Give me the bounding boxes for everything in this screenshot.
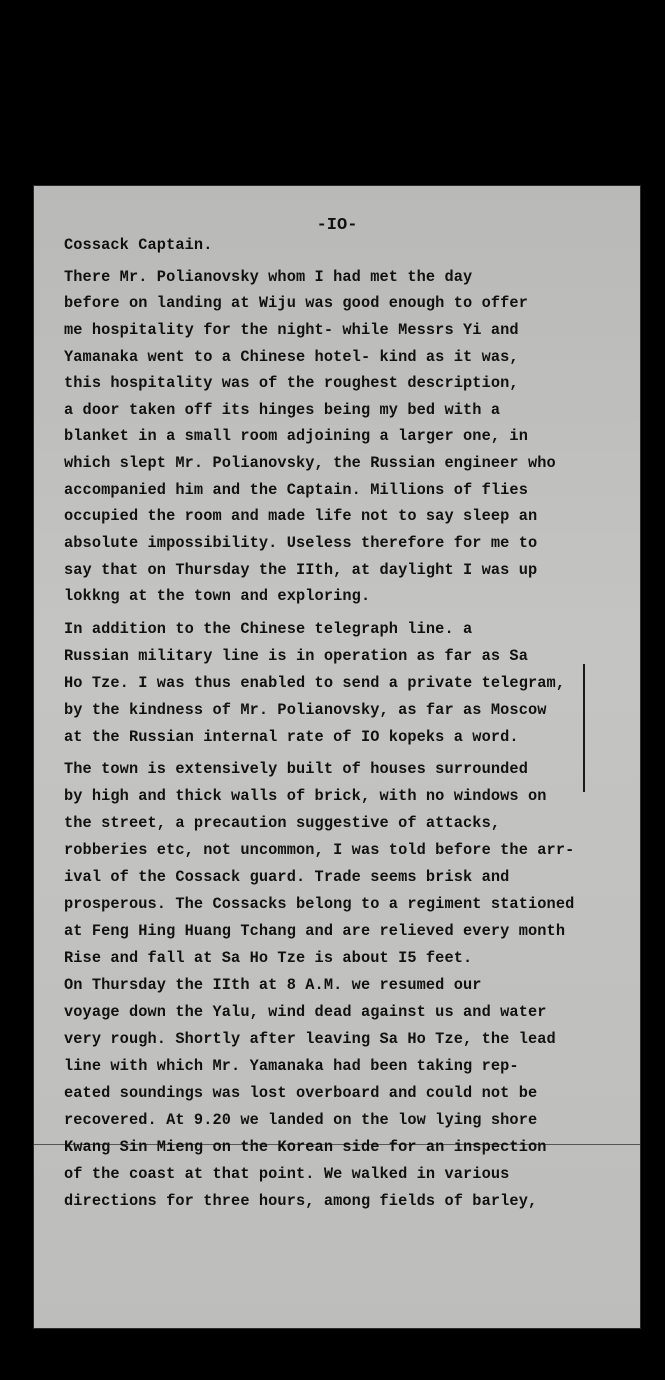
text-line: Yamanaka went to a Chinese hotel- kind as it was,: [64, 348, 519, 366]
text-line: eated soundings was lost overboard and could not be: [64, 1084, 538, 1102]
text-line: On Thursday the IIth at 8 A.M. we resumed our: [64, 976, 482, 994]
text-line: robberies etc, not uncommon, I was told before the arr-: [64, 841, 575, 859]
text-line: absolute impossibility. Useless therefore for me to: [64, 534, 538, 552]
text-line: at Feng Hing Huang Tchang and are relieved every month: [64, 922, 566, 940]
text-line: In addition to the Chinese telegraph line. a: [64, 620, 473, 638]
text-line: blanket in a small room adjoining a larger one, in: [64, 427, 528, 445]
text-line: The town is extensively built of houses surrounded: [64, 760, 528, 778]
text-line: very rough. Shortly after leaving Sa Ho Tze, the lead: [64, 1030, 556, 1048]
text-line: Ho Tze. I was thus enabled to send a private telegram,: [64, 674, 566, 692]
text-line: say that on Thursday the IIth, at daylight I was up: [64, 561, 538, 579]
text-line: voyage down the Yalu, wind dead against us and water: [64, 1003, 547, 1021]
text-line: Kwang Sin Mieng on the Korean side for an inspection: [64, 1138, 547, 1156]
text-line: this hospitality was of the roughest description,: [64, 374, 519, 392]
text-line: before on landing at Wiju was good enough to offer: [64, 294, 528, 312]
text-line: Russian military line is in operation as far as Sa: [64, 647, 528, 665]
text-line: me hospitality for the night- while Messrs Yi and: [64, 321, 519, 339]
text-line: at the Russian internal rate of IO kopeks a word.: [64, 728, 519, 746]
text-line: accompanied him and the Captain. Millions of flies: [64, 481, 528, 499]
text-line: by high and thick walls of brick, with no windows on: [64, 787, 547, 805]
text-line: occupied the room and made life not to say sleep an: [64, 507, 538, 525]
text-line: lokkng at the town and exploring.: [64, 587, 371, 605]
text-line: line with which Mr. Yamanaka had been taking rep-: [64, 1057, 519, 1075]
text-line: the street, a precaution suggestive of attacks,: [64, 814, 501, 832]
text-line: directions for three hours, among fields of barley,: [64, 1192, 538, 1210]
margin-mark: [583, 664, 585, 792]
text-line: a door taken off its hinges being my bed with a: [64, 401, 501, 419]
page-number: -IO-: [316, 216, 358, 235]
text-line: prosperous. The Cossacks belong to a regiment stationed: [64, 895, 575, 913]
text-line: which slept Mr. Polianovsky, the Russian engineer who: [64, 454, 556, 472]
text-line: There Mr. Polianovsky whom I had met the day: [64, 268, 473, 286]
text-line: Rise and fall at Sa Ho Tze is about I5 feet.: [64, 949, 473, 967]
text-line: ival of the Cossack guard. Trade seems brisk and: [64, 868, 510, 886]
text-line: recovered. At 9.20 we landed on the low lying shore: [64, 1111, 538, 1129]
text-line: Cossack Captain.: [64, 236, 213, 254]
document-page: [34, 186, 640, 1328]
text-line: by the kindness of Mr. Polianovsky, as far as Moscow: [64, 701, 547, 719]
text-line: of the coast at that point. We walked in various: [64, 1165, 510, 1183]
